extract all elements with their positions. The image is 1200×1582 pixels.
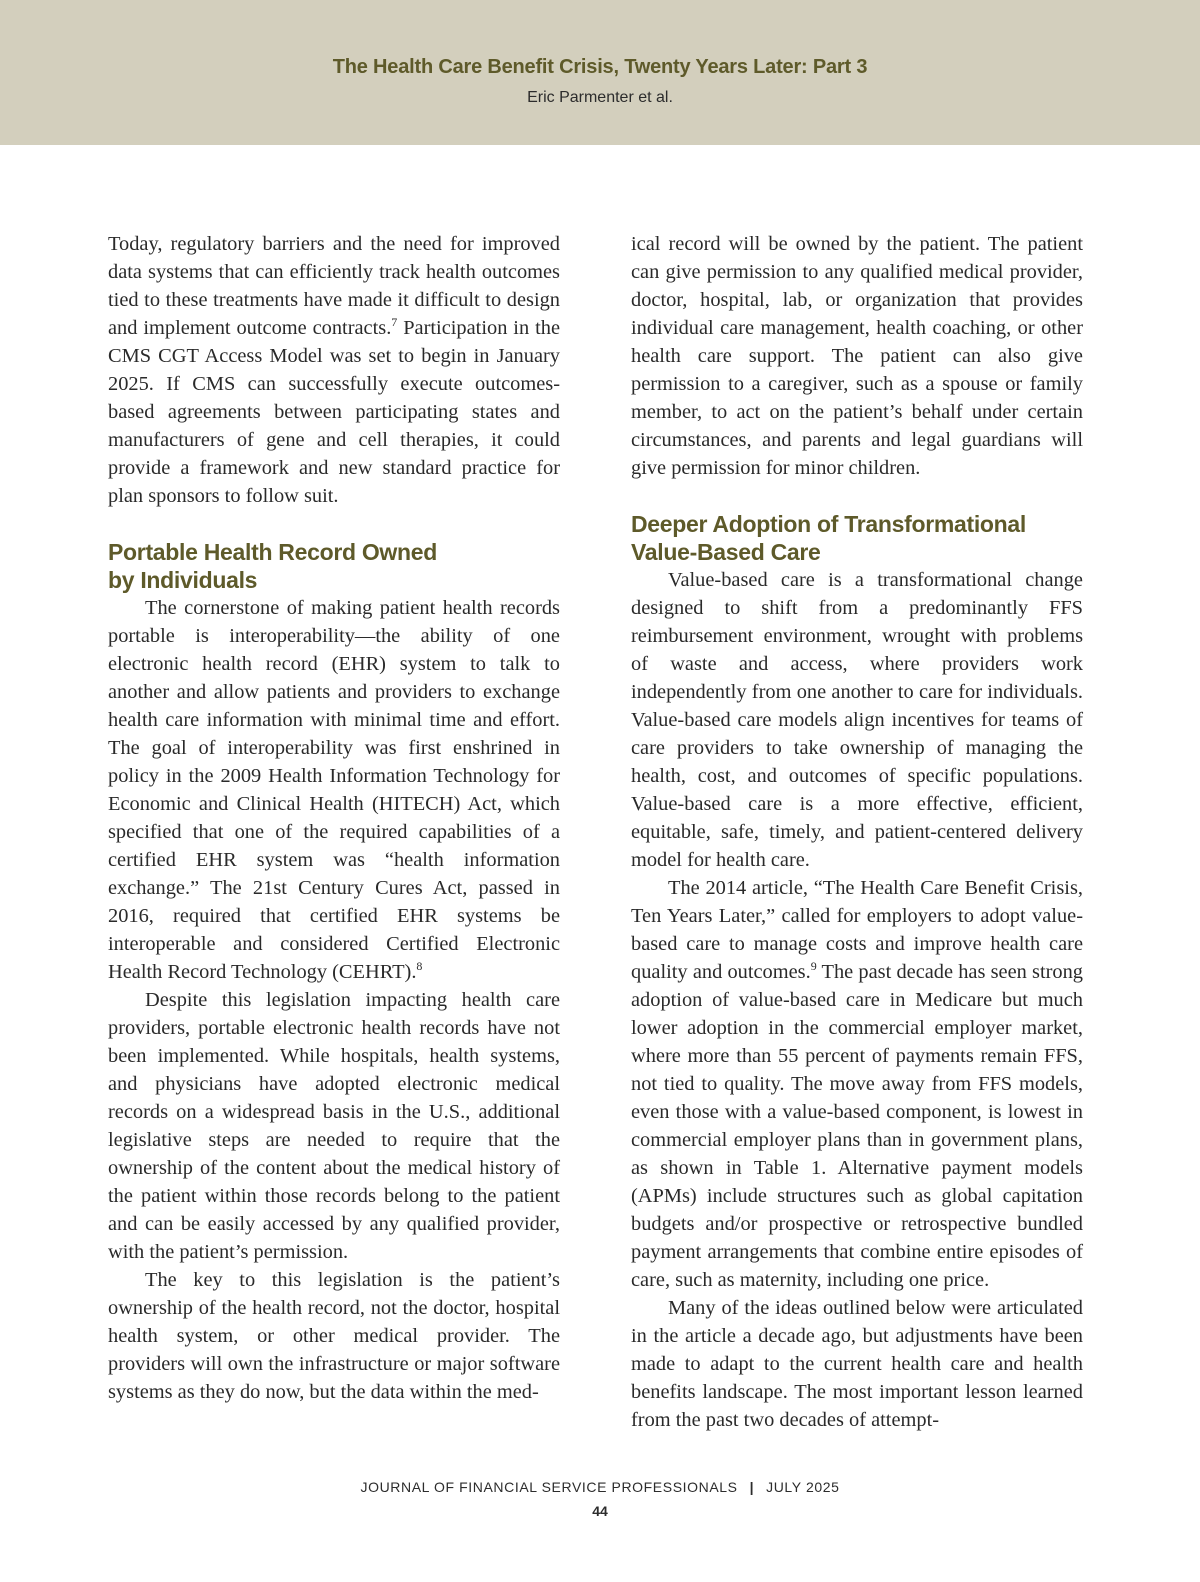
- issue-date: JULY 2025: [766, 1479, 840, 1495]
- heading-line: Deeper Adoption of Transformational: [631, 511, 1027, 537]
- section-heading: [631, 510, 1083, 566]
- right-column: [631, 230, 1083, 1434]
- article-title: The Health Care Benefit Crisis, Twenty Years Later: Part 3: [332, 56, 868, 78]
- page-number: 44: [592, 1503, 608, 1519]
- running-footer: [0, 1479, 1200, 1495]
- running-header: [0, 0, 1200, 145]
- paragraph: Value-based care is a transformational change designed to shift from a predominantly FFS reimbursement environment, wrought with problems of waste and access, where providers work independently from one another to care for individuals. Value-based care models align incentives for teams of care providers to take ownership of managing the health, cost, and outcomes of specific populations. Value-based care is a more effective, efficient, equitable, safe, timely, and patient-centered delivery model for health care.: [631, 569, 1083, 871]
- footnote-ref[interactable]: 9: [810, 959, 817, 973]
- paragraph-text: The cornerstone of making patient health records portable is interoperability—the ability of one electronic health record (EHR) system to talk to another and allow patients and providers to exchange health care information with minimal time and effort. The goal of interoperability was first enshrined in policy in the 2009 Health Information Technology for Economic and Clinical Health (HITECH) Act, which specified that one of the required capabilities of a certified EHR system was “health information exchange.” The 21st Century Cures Act, passed in 2016, required that certified EHR systems be interoperable and considered Certified Electronic Health Record Technology (CEHRT).: [108, 597, 560, 983]
- article-authors: Eric Parmenter et al.: [527, 89, 673, 106]
- paragraph: [108, 594, 560, 986]
- left-column: [108, 230, 560, 1406]
- paragraph-text: The 2014 article, “The Health Care Benefit Crisis, Ten Years Later,” called for employers to adopt value-based care to manage costs and improve health care quality and outcomes.: [631, 877, 1083, 983]
- paragraph: Many of the ideas outlined below were articulated in the article a decade ago, but adjustments have been made to adapt to the current health care and health benefits landscape. The most important lesson learned from the past two decades of attempt-: [631, 1297, 1083, 1431]
- paragraph: ical record will be owned by the patient. The patient can give permission to any qualified medical provider, doctor, hospital, lab, or organization that provides individual care management, health coaching, or other health care support. The patient can also give permission to a caregiver, such as a spouse or family member, to act on the patient’s behalf under certain circumstances, and parents and legal guardians will give permission for minor children.: [631, 233, 1083, 479]
- paragraph: The key to this legislation is the patient’s ownership of the health record, not the doctor, hospital health system, or other medical provider. The providers will own the infrastructure or major software systems as they do now, but the data within the med-: [108, 1269, 560, 1403]
- heading-line: Portable Health Record Owned: [108, 539, 437, 565]
- journal-name: JOURNAL OF FINANCIAL SERVICE PROFESSIONALS: [360, 1479, 738, 1495]
- paragraph-text: Participation in the CMS CGT Access Model was set to begin in January 2025. If CMS can successfully execute outcomes-based agreements between participating states and manufacturers of gene and cell therapies, it could provide a framework and new standard practice for plan sponsors to follow suit.: [108, 317, 560, 507]
- paragraph-text: The past decade has seen strong adoption of value-based care in Medicare but much lower adoption in the commercial employer market, where more than 55 percent of payments remain FFS, not tied to quality. The move away from FFS models, even those with a value-based component, is lowest in commercial employer plans than in government plans, as shown in Table 1. Alternative payment models (APMs) include structures such as global capitation budgets and/or prospective or retrospective bundled payment arrangements that combine entire episodes of care, such as maternity, including one price.: [631, 961, 1083, 1291]
- footnote-ref[interactable]: 7: [391, 315, 398, 329]
- paragraph: [108, 230, 560, 510]
- heading-line: by Individuals: [108, 567, 258, 593]
- paragraph-text: Today, regulatory barriers and the need for improved data systems that can efficiently track health outcomes tied to these treatments have made it difficult to design and implement outcome contracts.: [108, 233, 560, 339]
- section-heading: [108, 538, 560, 594]
- paragraph: [631, 874, 1083, 1294]
- footer-separator: |: [749, 1479, 755, 1495]
- footnote-ref[interactable]: 8: [416, 959, 423, 973]
- heading-line: Value-Based Care: [631, 539, 821, 565]
- paragraph: Despite this legislation impacting health care providers, portable electronic health records have not been implemented. While hospitals, health systems, and physicians have adopted electronic medical records on a widespread basis in the U.S., additional legislative steps are needed to require that the ownership of the content about the medical history of the patient within those records belong to the patient and can be easily accessed by any qualified provider, with the patient’s permission.: [108, 989, 560, 1263]
